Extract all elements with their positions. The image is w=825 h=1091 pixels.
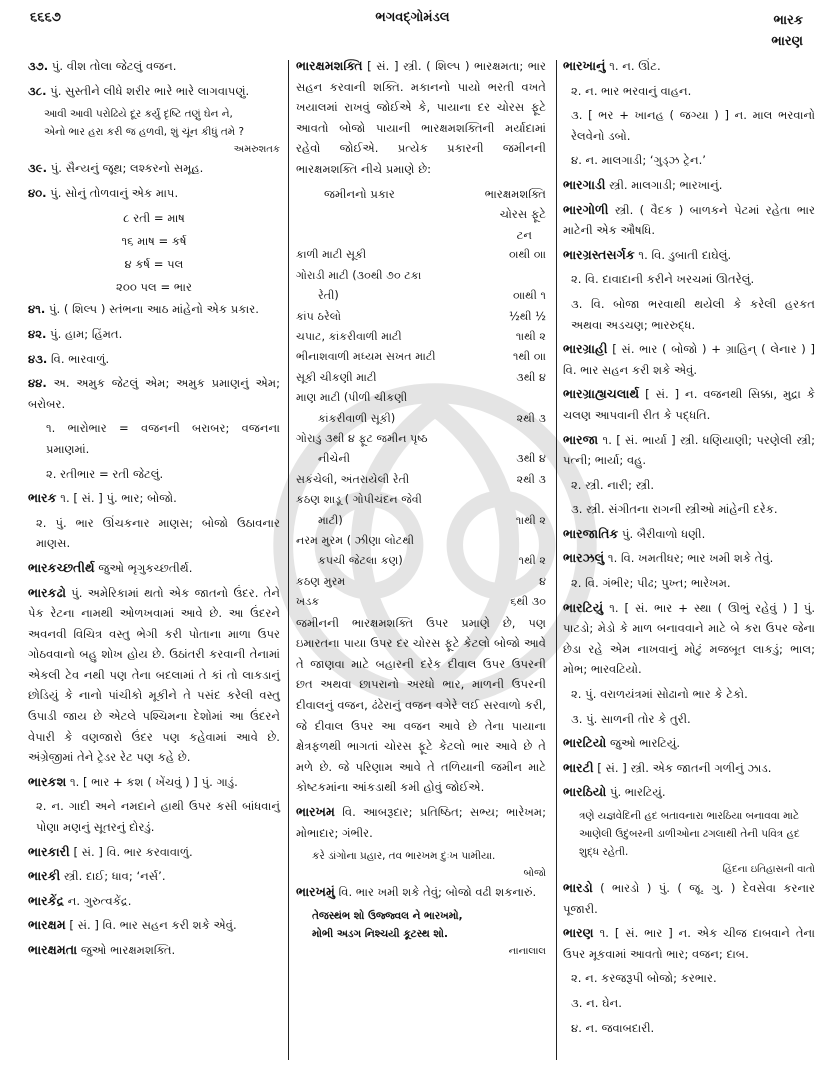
headword: ભારજાતિક bbox=[563, 525, 619, 541]
table-row: ગોરાડુ ૩થી ૪ ફૂટ જમીન પૃષ્ઠ bbox=[296, 432, 428, 445]
headword: ભારક્ષમતા bbox=[28, 942, 78, 957]
quotation: ત્રણે યજ્ઞવેદિની હદ બતાવનારા ભારઠિયા બનાવવા માટે આણેલી ઉદુંબરની ડાળીઓના ઢગલાથી તેની પવિત્ર હદ શુદ્ધ રહેતી. bbox=[579, 810, 800, 858]
headword: ભારકચ્છતીર્થ bbox=[28, 559, 95, 575]
entry-bharagadi: ભારગાડી સ્ત્રી. માલગાડી; ભારખાનું. bbox=[563, 176, 723, 192]
sense: ૩૯. પું. સૈન્યનું જૂથ; લશ્કરનો સમૂહ. bbox=[28, 161, 204, 176]
headword: ભારખાનું bbox=[563, 58, 606, 73]
headword: ભારજા bbox=[563, 431, 599, 447]
entry-bharagrastasargak: ભારગ્રસ્તસર્ગક ૧. વિ. ડુબાતી દાઘેલું. bbox=[563, 246, 732, 262]
headword: ભારકી bbox=[28, 868, 61, 884]
table-row: માણ માટી (પીળી ચીકણી bbox=[296, 391, 408, 405]
headword: ભારકઢો bbox=[28, 584, 66, 600]
entry-bharagrahi: ભારગ્રાહી [ સં. ભાર ( બોજો ) + ગ્રાહિન્ ( લેનાર ) ] વિ. ભાર સહન કરી શકે એવું. bbox=[563, 341, 815, 377]
headword: ભારગાડી bbox=[563, 176, 606, 192]
sense: ૩. [ ભર + ખાનહ ( જગ્યા ) ] ન. માલ ભરવાનો રેલવેનો ડબો. bbox=[571, 108, 815, 143]
running-title: ભગવદ્ગોમંડલ bbox=[375, 10, 450, 25]
entry-bharagrahyachalarth: ભારગ્રાહ્યચલાર્થ [ સં. ] ન. વજનથી સિક્કા, મુદ્રા કે ચલણ આપવાની રીત કે પદ્ધતિ. bbox=[563, 386, 816, 422]
sense: ૪. ન. જવાબદારી. bbox=[571, 1020, 655, 1035]
sense: ૪૪. અ. અમુક જેટલું એમ; અમુક પ્રમાણનું એમ; બરોબર. bbox=[28, 376, 280, 411]
headword: ભારટિયું bbox=[563, 599, 604, 615]
right-column bbox=[563, 56, 815, 1042]
headword: ભારખમ bbox=[296, 804, 335, 819]
sense: ૪. ન. માલગાડી; ‘ગુડ્ઝ ટ્રેન.’ bbox=[571, 153, 706, 168]
sense: ૨. પું. ભાર ઊંચકનાર માણસ; બોજો ઉઠાવનાર માણસ. bbox=[36, 515, 280, 551]
soil-capacity-table bbox=[296, 245, 546, 612]
guide-word-last: ભારણ bbox=[771, 34, 803, 49]
table-row: કાળી માટી સૂકી ૦ાથી ૦ાા bbox=[296, 248, 546, 262]
table-row: ગોરાડી માટી (૩૦થી ૭૦ ટકા bbox=[296, 268, 422, 282]
sense: ૪૩. વિ. ભારવાળું. bbox=[28, 351, 110, 366]
quotation: તેજસ્થંભ શો ઉજ્જ્વલ ને ભારખમો, મોભી અડગ નિશ્ચયી કૂટસ્થ શો. bbox=[312, 909, 463, 940]
headword: ભારગ્રાહી bbox=[563, 341, 608, 357]
paragraph: જમીનની ભારક્ષમશક્તિ ઉપર પ્રમાણે છે, પણ ઇમારતના પાયા ઉપર દર ચોરસ ફૂટે કેટલો બોજો આવે તે જાણવા માટે બહારની દરેક દીવાલ ઉપર ઉપરની છત અથવા છાપરાનો અરધો ભાર, માળની ઉપરની દીવાલનું વજન, ઢંઢેરાનું વજન વગેરે લઈ સરવાળો કરી, જે દીવાલ ઉપર આ વજન આવે છે તેના પાયાના ક્ષેત્રફળથી ભાગતાં ચોરસ ફૂટે કેટલો ભાર આવે છે તે મળે છે. જે પરિણામ આવે તે તળિયાની જમીન માટે કોષ્ટકમાંના આંકડાથી કમી હોવું જોઈએ. bbox=[296, 615, 546, 795]
table-row: નીચેની ૩થી ૪ bbox=[318, 452, 546, 466]
entry-bharakari: ભારકારી [ સં. ] વિ. ભાર કરવાવાળું. bbox=[28, 843, 193, 859]
sense: ૨. પું. વરાળયંત્રમાં સોઢાનો ભાર કે ટેકો. bbox=[571, 687, 748, 702]
entry-bharajatik: ભારજાતિક પું. બૈરીવાળો ધણી. bbox=[563, 525, 706, 541]
table-header: જમીનનો પ્રકાર ભારક્ષમશક્તિ bbox=[324, 186, 546, 201]
entry-bharathiyo: ભારઠિયો પું. ભારટિયું. bbox=[563, 784, 666, 800]
entry-bharakash: ભારકશ ૧. [ ભાર + કશ ( ખેંચવું ) ] પું. ગાડું. bbox=[28, 773, 238, 789]
table-row: સૂકી ચીકણી માટી ૩થી ૪ bbox=[296, 370, 546, 384]
quotation-attribution: નાનાલાલ bbox=[508, 945, 546, 957]
entry-bharati: ભારટી [ સં. ] સ્ત્રી. એક જાતની ગળીનું ઝાડ. bbox=[563, 759, 772, 775]
table-row: કઠણ શાડૂ ( ગોપીચંદન જેવી bbox=[296, 493, 422, 507]
page-header bbox=[0, 0, 825, 50]
sense: ૩. પું. સાળની તોર કે તુરી. bbox=[571, 711, 691, 726]
page-number: ૬૬૬૭ bbox=[30, 10, 61, 25]
entry-bharakhanu: ભારખાનું ૧. ન. ઊંટ. bbox=[563, 58, 661, 73]
guide-word-first: ભારક bbox=[773, 13, 803, 28]
sense: ૩૭. પું. વીશ તોલા જેટલું વજન. bbox=[28, 59, 177, 73]
headword: ભારગ્રસ્તસર્ગક bbox=[563, 246, 635, 262]
table-row: કપચી જેટલા કણ) ૧થી ૨ bbox=[318, 554, 546, 568]
entry-bharatiyo: ભારટિયો જુઓ ભારટિયું. bbox=[563, 735, 681, 751]
measure-line: ૮ રતી = માષ bbox=[123, 211, 185, 226]
measure-line: ૨૦૦ પલ = ભાર bbox=[116, 280, 192, 295]
headword: ભારક bbox=[28, 490, 57, 506]
headword: ભારઠિયો bbox=[563, 784, 607, 800]
entry-bharan: ભારણ ૧. [ સં. ભાર ] ન. એક ચીજ દાબવાને તેના ઉપર મૂકવામાં આવતો ભાર; વજન; દાબ. bbox=[563, 925, 816, 961]
headword: ભારટિયો bbox=[563, 735, 607, 751]
quotation: આવી આવી પરોઢિયે દૂર કર્યું દૃષ્ટિ તણું ઘેન ને, એનો ભાર હરા કરી જ હળવી, શું ચૂંન કીધું તમે ? bbox=[44, 108, 244, 139]
sense: ૨. ન. કરજરૂપી બોજો; કરભાર. bbox=[571, 971, 717, 986]
sense: ૨. સ્ત્રી. નારી; સ્ત્રી. bbox=[571, 477, 655, 492]
entry-bharajhalu: ભારઝલું ૧. વિ. ખમતીધર; ભાર ખમી શકે તેવું. bbox=[563, 550, 774, 566]
column-divider bbox=[556, 60, 557, 1060]
quotation-attribution: અમરુશતક bbox=[233, 144, 280, 156]
headword: ભારગોળી bbox=[563, 201, 609, 217]
table-row: માટી) ૧ાથી ૨ bbox=[318, 513, 546, 527]
sense: ૨. વિ. ગંભીર; પીઢ; પુખ્ત; ભારેખમ. bbox=[571, 576, 731, 591]
entry-bharakendra: ભારકેંદ્ર ન. ગુરુત્વકેંદ્ર. bbox=[28, 892, 132, 908]
entry-bharakadho: ભારકઢો પું. અમેરિકામાં થતો એક જાતનો ઉંદર. તેને પેક રેટના નામથી ઓળખવામાં આવે છે. આ ઉંદરને અવનવી વિચિત્ર વસ્તુ ભેગી કરી પોતાના માળા ઉપર ગોઠવવાનો બહુ શોખ હોય છે. ઉઠાંતરી કરવાની તેનામાં એકલી ટેવ નથી પણ તેના બદલામાં તે કાં તો લાકડાનું છોડિયું કે નાનો પાંચીકો મૂકીને તે પસંદ કરેલી વસ્તુ ઉપાડી જાય છે એટલે પશ્ચિમના દેશોમાં આ ઉંદરને વેપારી કે વણજારો ઉંદર પણ કહેવામાં આવે છે. અંગ્રેજીમાં તેને ટ્રેડર રેટ પણ કહે છે. bbox=[28, 584, 280, 765]
headword: ભારક્ષમશક્તિ bbox=[296, 58, 363, 73]
table-row: સકંચેલી, અંતરાયેલી રેતી ૨થી ૩ bbox=[296, 472, 546, 486]
headword: ભારડો bbox=[563, 880, 593, 895]
headword: ભારગ્રાહ્યચલાર્થ bbox=[563, 386, 640, 402]
entry-bharakshama: ભારક્ષમ [ સં. ] વિ. ભાર સહન કરી શકે એવું. bbox=[28, 917, 237, 933]
table-row: નરમ મુરમ ( ઝીણા લોટથી bbox=[296, 534, 415, 548]
sub-sense: ૧. ભારોભાર = વજનની બરાબર; વજનના પ્રમાણમાં. bbox=[46, 421, 280, 456]
headword: ભારકશ bbox=[28, 773, 67, 789]
sense: ૪૦. પું. સોનું તોળવાનું એક માપ. bbox=[28, 185, 179, 200]
table-row: ભીનાશવાળી મધ્યમ સખત માટી ૧થી ૦ાા bbox=[296, 350, 546, 364]
sense: ૩. સ્ત્રી. સંગીતના રાગની સ્ત્રીઓ માંહેની દરેક. bbox=[571, 502, 778, 517]
quotation: કરે ડાંગોના પ્રહાર, તવ ભારખમ દુઃખ પામીયા. bbox=[312, 850, 496, 863]
sense: ૨. ન. ગાદી અને નમદાને હાથી ઉપર કસી બાંધવાનું પોણા મણનું સૂતરનું દોરડું. bbox=[36, 799, 280, 835]
sense: ૨. વિ. દાવાદાની કરીને ખરચમાં ઊતરેલું. bbox=[571, 272, 755, 287]
headword: ભારક્ષમ bbox=[28, 917, 66, 933]
entry-bharakshamashakti: ભારક્ષમશક્તિ [ સં. ] સ્ત્રી. ( શિલ્પ ) ભારક્ષમતા; ભાર સહન કરવાની શક્તિ. મકાનનો પાયો ભરતી વખતે ખયાલમાં રાખવું જોઈએ કે, પાયાના દર ચોરસ ફૂટે આવતો બોજો પાયાની ભારક્ષમશક્તિની મર્યાદામાં રહેવો જોઈએ. પ્રત્યેક પ્રકારની જમીનની ભારક્ષમશક્તિ નીચે પ્રમાણે છે: bbox=[296, 58, 546, 176]
table-row: ચપાટ, કાંકરીવાળી માટી ૧ાથી ૨ bbox=[296, 329, 546, 343]
entry-bharaki: ભારકી સ્ત્રી. દાઈ; ધાવ; ‘નર્સ’. bbox=[28, 868, 166, 884]
entry-bharatiyu: ભારટિયું ૧. [ સં. ભાર + સ્થા ( ઊભું રહેવું ) ] પું. પાટડો; મેડો કે માળ બનાવવાને માટે બે કરા ઉપર જેના છેડા રહે એમ નાખવાનું મોટું મજબૂત લાકડું; ભાલ; મોભ; ભારવટિયો. bbox=[563, 599, 815, 677]
left-column bbox=[28, 56, 280, 965]
headword: ભારણ bbox=[563, 925, 594, 941]
sense: ૪૧. પું. ( શિલ્પ ) સ્તંભના આઠ માંહેનો એક પ્રકાર. bbox=[28, 302, 259, 317]
headword: ભારકારી bbox=[28, 843, 70, 859]
column-divider bbox=[288, 60, 289, 1060]
entry-bharakachatirth: ભારકચ્છતીર્થ જુઓ ભૃગુકચ્છતીર્થ. bbox=[28, 559, 193, 575]
table-row: કાંપ ઠરેલો ½થી ½ bbox=[296, 309, 546, 323]
sense: ૨. ન. ભાર ભરવાનું વાહન. bbox=[571, 83, 692, 98]
table-row: રેતી) ૦ાાથી ૧ bbox=[318, 289, 546, 303]
entry-bharado: ભારડો ( ભારડો ) પું. ( જૂ. ગુ. ) દેવસેવા કરનાર પૂજારી. bbox=[563, 880, 815, 916]
sense: ૩૮. પું. સુસ્તીને લીધે શરીર ભારે ભારે લાગવાપણું. bbox=[28, 83, 250, 98]
quotation-attribution: હિંદના ઇતિહાસની વાતો bbox=[722, 864, 815, 875]
headword: ભારખમું bbox=[296, 884, 335, 900]
sense: ૩. વિ. બોજા ભરવાથી થયેલી કે કરેલી હરકત અથવા અડચણ; ભારરુદ્ધ. bbox=[571, 296, 815, 332]
entry-bharak: ભારક ૧. [ સં. ] પું. ભાર; બોજો. bbox=[28, 490, 177, 506]
table-row: કઠણ મુરમ ૪ bbox=[296, 574, 546, 588]
entry-bharakhamu: ભારખમું વિ. ભાર ખમી શકે તેવું; બોજો વઢી શકનારું. bbox=[296, 884, 537, 900]
headword: ભારઝલું bbox=[563, 550, 605, 566]
entry-bharakshamata: ભારક્ષમતા જુઓ ભારક્ષમશક્તિ. bbox=[28, 942, 176, 957]
headword: ભારકેંદ્ર bbox=[28, 892, 65, 908]
guide-words bbox=[771, 10, 803, 52]
measure-line: ૪ કર્ષ = પલ bbox=[124, 257, 184, 272]
sense: ૪૨. પું. હામ; હિંમત. bbox=[28, 326, 123, 341]
middle-column: ભારક્ષમશક્તિ [ સં. ] સ્ત્રી. ( શિલ્પ ) ભારક્ષમતા; ભાર સહન કરવાની શક્તિ. મકાનનો પાયો ભરતી વખતે ખયાલમાં રાખવું જોઈએ કે, પાયાના દર ચોરસ ફૂટે આવતો બોજો પાયાની ભારક્ષમશક્તિની મર્યાદામાં રહેવો જોઈએ. પ્રત્યેક પ્રકારની જમીનની ભારક્ષમશક્તિ નીચે પ્રમાણે છે: જમીનનો પ્રકાર ભારક્ષમશક્તિ ચોરસ ફૂટે ટન કાળી માટી સૂકી ૦ાથી ૦ાા ગોરાડી માટી (૩૦થી ૭૦ ટકા રેતી) ૦ાાથી ૧ કાંપ ઠરેલો ½થી ½ ચપાટ, કાંકરીવાળી માટી ૧ાથી ૨ ભીનાશવાળી મધ્યમ સખત માટી ૧થી ૦ાા સૂકી ચીકણી માટી ૩થી ૪ માણ માટી (પીળી ચીકણી કાંકરીવાળી સૂકી) ૨થી ૩ ગોરાડુ ૩થી ૪ ફૂટ જમીન પૃષ્ઠ નીચેની ૩થી ૪ સકંચેલી, અંતરાયેલી રેતી ૨થી ૩ કઠણ શાડૂ ( ગોપીચંદન જેવી માટી) ૧ાથી ૨ નરમ મુરમ ( ઝીણા લોટથી કપચી જેટલા કણ) ૧થી ૨ કઠણ મુરમ ૪ ખડક ૬થી ૩૦ જમીનની ભારક્ષમશક્તિ ઉપર પ્રમાણે છે, પણ ઇમારતના પાયા ઉપર દર ચોરસ ફૂટે કેટલો બોજો આવે તે જાણવા માટે બહારની દરેક દીવાલ ઉપર ઉપરની છત અથવા છાપરાનો અરધો ભાર, માળની ઉપરની દીવાલનું વજન, ઢંઢેરાનું વજન વગેરે લઈ સરવાળો કરી, જે દીવાલ ઉપર આ વજન આવે છે તેના પાયાના ક્ષેત્રફળથી ભાગતાં ચોરસ ફૂટે કેટલો ભાર આવે છે તે મળે છે. જે પરિણામ આવે તે તળિયાની જમીન માટે કોષ્ટકમાંના આંકડાથી કમી હોવું જોઈએ. ભારખમ વિ. આબરૂદાર; પ્રતિષ્ઠિત; સભ્ય; ભારેખમ; મોભાદાર; ગંભીર. કરે ડાંગોના પ્રહાર, તવ ભારખમ દુઃખ પામીયા. બોજો ભારખમું વિ. ભાર ખમી શકે તેવું; બોજો વઢી શકનારું. તેજસ્થંભ શો ઉજ્જ્વલ ને ભારખમો, મોભી અડગ નિશ્ચયી કૂટસ્થ શો. નાનાલાલ bbox=[296, 56, 546, 960]
measure-line: ૧૬ માષ = કર્ષ bbox=[121, 234, 187, 249]
headword: ભારટી bbox=[563, 759, 594, 775]
entry-bharagoli: ભારગોળી સ્ત્રી. ( વૈદક ) બાળકને પેટમાં રહેતા ભાર માટેની એક ઔષધિ. bbox=[563, 201, 815, 238]
table-row: ખડક ૬થી ૩૦ bbox=[296, 595, 546, 609]
sub-sense: ૨. રતીભાર = રતી જેટલું. bbox=[46, 466, 164, 481]
entry-bharaja: ભારજા ૧. [ સં. ભાર્યા ] સ્ત્રી. ધણિયાણી; પરણેલી સ્ત્રી; પત્ની; ભાર્યા; વહુ. bbox=[563, 431, 815, 468]
sense: ૩. ન. ઘેન. bbox=[571, 995, 622, 1010]
quotation-attribution: બોજો bbox=[523, 868, 546, 880]
table-row: કાંકરીવાળી સૂકી) ૨થી ૩ bbox=[318, 411, 546, 425]
entry-bharakham: ભારખમ વિ. આબરૂદાર; પ્રતિષ્ઠિત; સભ્ય; ભારેખમ; મોભાદાર; ગંભીર. bbox=[296, 804, 546, 840]
